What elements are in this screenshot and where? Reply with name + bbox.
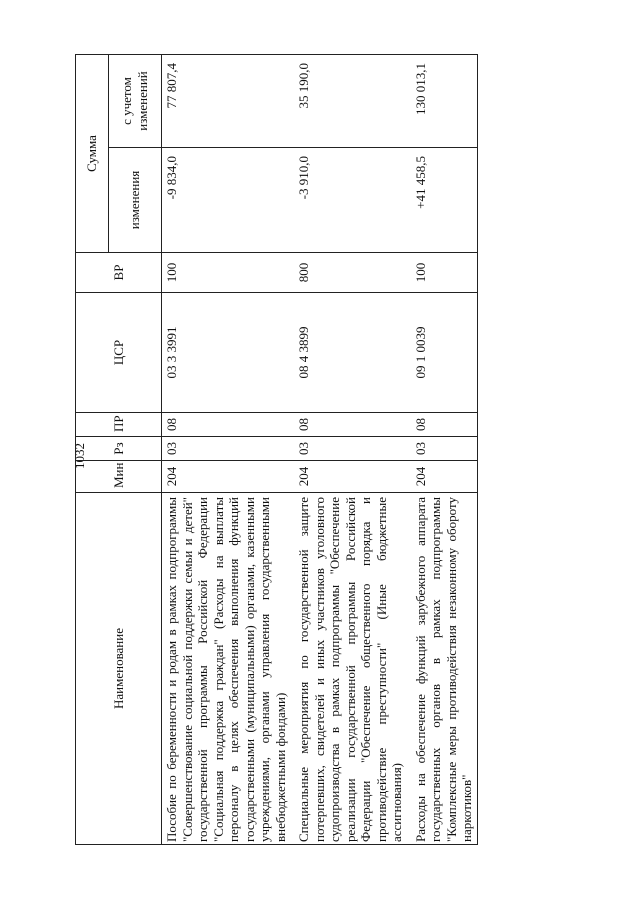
budget-table	[75, 54, 478, 845]
row-pr: 08	[162, 413, 291, 437]
row-change: -3 910,0	[290, 148, 407, 253]
table-row	[407, 55, 478, 845]
row-vr: 100	[407, 253, 478, 293]
row-name: Пособие по беременности и родам в рамках подпрограммы "Совершенствование социальной поддержки семьи и детей" государственной программы Российской Федерации "Социальная поддержка граждан" (Расходы на выплаты персоналу в целях обеспечения выполнения функций государственными (муниципальными) органами, казенными учреждениями, органами управления государственными внебюджетными фондами)	[162, 493, 291, 845]
row-rz: 03	[290, 437, 407, 461]
header-sum: Сумма	[76, 55, 109, 253]
table-row	[290, 55, 407, 845]
row-pr: 08	[407, 413, 478, 437]
header-rz: Рз	[76, 437, 162, 461]
row-min: 204	[407, 461, 478, 493]
header-min: Мин	[76, 461, 162, 493]
row-change: -9 834,0	[162, 148, 291, 253]
row-csr: 03 3 3991	[162, 293, 291, 413]
row-pr: 08	[290, 413, 407, 437]
row-total: 35 190,0	[290, 55, 407, 148]
row-min: 204	[290, 461, 407, 493]
row-csr: 09 1 0039	[407, 293, 478, 413]
header-csr: ЦСР	[76, 293, 162, 413]
row-min: 204	[162, 461, 291, 493]
row-name: Специальные мероприятия по государственной защите потерпевших, свидетелей и иных участников уголовного судопроизводства в рамках подпрограммы "Обеспечение реализации государственной программы Российской Федерации "Обеспечение общественного порядка и противодействие преступности" (Иные бюджетные ассигнования)	[290, 493, 407, 845]
header-with-changes: с учетом изменений	[109, 55, 162, 148]
budget-table-sheet	[75, 55, 565, 845]
row-vr: 800	[290, 253, 407, 293]
header-vr: ВР	[76, 253, 162, 293]
row-name: Расходы на обеспечение функций зарубежного аппарата государственных органов в рамках подпрограммы "Комплексные меры противодействия незаконному обороту наркотиков"	[407, 493, 478, 845]
table-row	[162, 55, 291, 845]
row-total: 77 807,4	[162, 55, 291, 148]
row-csr: 08 4 3899	[290, 293, 407, 413]
header-pr: ПР	[76, 413, 162, 437]
row-total: 130 013,1	[407, 55, 478, 148]
row-rz: 03	[162, 437, 291, 461]
header-name: Наименование	[76, 493, 162, 845]
row-vr: 100	[162, 253, 291, 293]
row-rz: 03	[407, 437, 478, 461]
row-change: +41 458,5	[407, 148, 478, 253]
page-number: 1032	[72, 443, 87, 469]
header-change: изменения	[109, 148, 162, 253]
